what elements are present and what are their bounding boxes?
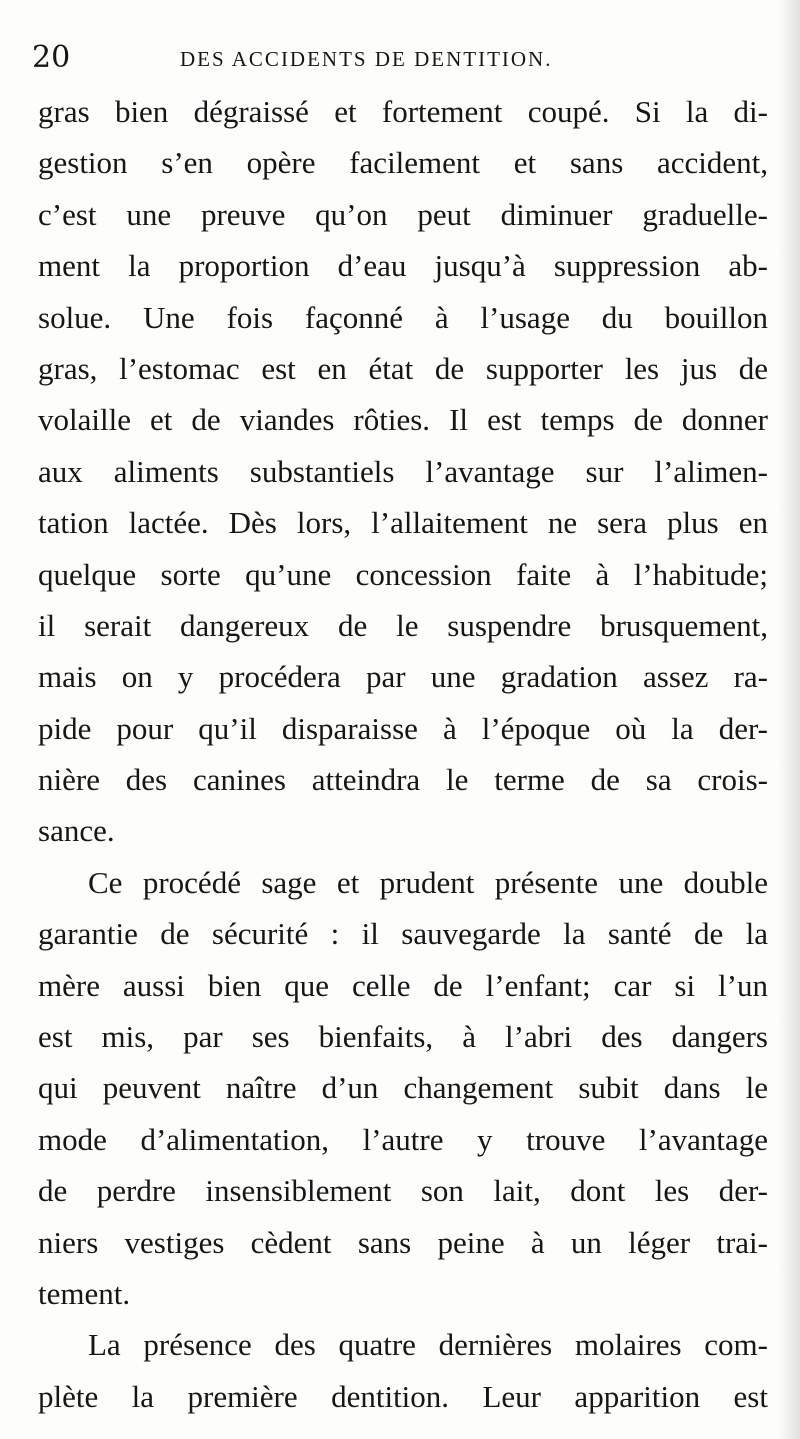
text-line: tement.	[38, 1275, 131, 1311]
text-line: quelque sorte qu’une concession faite à l’habitude;	[38, 556, 768, 592]
text-line: aux aliments substantiels l’avantage sur l’alimen-	[38, 453, 768, 489]
text-line: gras, l’estomac est en état de supporter les jus de	[38, 350, 768, 386]
text-line: nière des canines atteindra le terme de sa crois-	[38, 762, 768, 798]
text-line: volaille et de viandes rôties. Il est temps de donner	[38, 402, 768, 438]
text-line: gras bien dégraissé et fortement coupé. Si la di-	[38, 94, 768, 129]
text-line: sance.	[38, 813, 115, 849]
text-line: plète la première dentition. Leur apparition est	[38, 1378, 768, 1414]
text-line: qui peuvent naître d’un changement subit dans le	[38, 1070, 768, 1106]
running-title: DES ACCIDENTS DE DENTITION.	[180, 47, 553, 71]
text-line: ment la proportion d’eau jusqu’à suppression ab-	[38, 248, 768, 284]
text-line: niers vestiges cèdent sans peine à un léger trai-	[38, 1224, 768, 1260]
paragraph	[38, 86, 768, 857]
text-line: mais on y procédera par une gradation assez ra-	[38, 659, 768, 695]
text-line: pide pour qu’il disparaisse à l’époque où la der-	[38, 710, 768, 746]
text-line: c’est une preuve qu’on peut diminuer graduelle-	[38, 196, 768, 232]
text-line: il serait dangereux de le suspendre brusquement,	[38, 607, 768, 643]
text-line: La présence des quatre dernières molaires com-	[88, 1327, 768, 1363]
paragraph	[38, 857, 768, 1320]
body-text	[38, 86, 768, 1422]
text-line: tation lactée. Dès lors, l’allaitement ne sera plus en	[38, 505, 768, 541]
text-line: gestion s’en opère facilement et sans accident,	[38, 145, 768, 181]
running-head	[32, 38, 772, 78]
page-edge-shadow	[778, 0, 800, 1439]
text-line: Ce procédé sage et prudent présente une double	[88, 864, 768, 900]
text-line: garantie de sécurité : il sauvegarde la santé de la	[38, 916, 768, 952]
text-line: solue. Une fois façonné à l’usage du bouillon	[38, 299, 768, 335]
text-line: mère aussi bien que celle de l’enfant; car si l’un	[38, 967, 768, 1003]
text-line: est mis, par ses bienfaits, à l’abri des dangers	[38, 1019, 768, 1055]
page-number: 20	[32, 40, 71, 75]
text-line: de perdre insensiblement son lait, dont les der-	[38, 1173, 768, 1209]
paragraph	[38, 1319, 768, 1422]
text-line: mode d’alimentation, l’autre y trouve l’avantage	[38, 1121, 768, 1157]
